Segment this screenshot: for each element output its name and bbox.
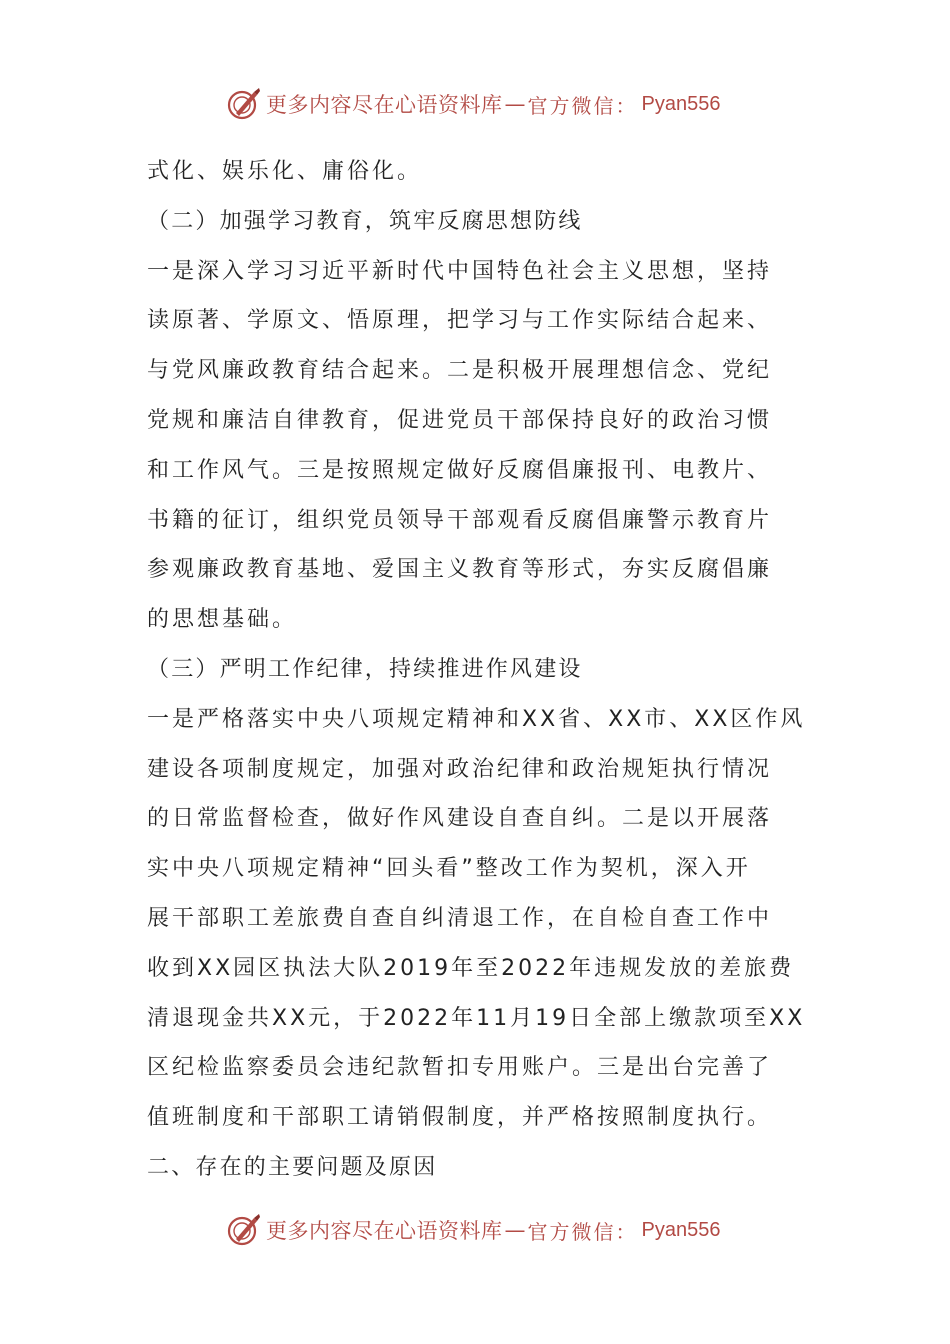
text-line: 实中央八项规定精神“回头看”整改工作为契机，深入开	[147, 856, 751, 882]
banner-brand-text: 更多内容尽在心语资料库	[266, 1219, 503, 1243]
text-line: 的日常监督检查，做好作风建设自查自纠。二是以开展落	[147, 806, 773, 832]
text-line: 读原著、学原文、悟原理，把学习与工作实际结合起来、	[147, 308, 773, 334]
text-line: 一是深入学习习近平新时代中国特色社会主义思想，坚持	[147, 258, 773, 284]
text-line: 党规和廉洁自律教育，促进党员干部保持良好的政治习惯	[147, 407, 773, 433]
text-line: 书籍的征订，组织党员领导干部观看反腐倡廉警示教育片	[147, 507, 773, 533]
text-line: 区纪检监察委员会违纪款暂扣专用账户。三是出台完善了	[147, 1055, 773, 1081]
banner-dash: —	[504, 92, 526, 116]
text-line: 展干部职工差旅费自查自纠清退工作，在自检自查工作中	[147, 905, 773, 931]
header-banner	[226, 84, 720, 124]
pen-logo-icon	[226, 86, 262, 122]
banner-wechat-label: 官方微信：	[527, 93, 638, 118]
document-body	[147, 147, 807, 1193]
text-line: 式化、娱乐化、庸俗化。	[147, 159, 423, 184]
banner-wechat-label: 官方微信：	[527, 1219, 638, 1244]
text-line: 一是严格落实中央八项规定精神和XX省、XX市、XX区作风	[147, 706, 806, 732]
text-line: 参观廉政教育基地、爱国主义教育等形式，夯实反腐倡廉	[147, 557, 773, 583]
text-line: 的思想基础。	[147, 607, 298, 633]
section-heading: （二）加强学习教育，筑牢反腐思想防线	[147, 208, 583, 234]
banner-wechat-id: Pyan556	[641, 92, 721, 115]
text-line: 建设各项制度规定，加强对政治纪律和政治规矩执行情况	[147, 756, 773, 782]
banner-wechat-id: Pyan556	[641, 1218, 721, 1241]
pen-logo-icon	[226, 1212, 262, 1248]
text-line: 清退现金共XX元，于2022年11月19日全部上缴款项至XX	[147, 1005, 806, 1031]
text-line: 和工作风气。三是按照规定做好反腐倡廉报刊、电教片、	[147, 457, 773, 483]
text-line: 与党风廉政教育结合起来。二是积极开展理想信念、党纪	[147, 358, 773, 384]
chapter-heading: 二、存在的主要问题及原因	[147, 1154, 438, 1180]
banner-brand-text: 更多内容尽在心语资料库	[266, 93, 503, 117]
footer-banner	[226, 1210, 720, 1250]
section-heading: （三）严明工作纪律，持续推进作风建设	[147, 656, 583, 682]
text-line: 收到XX园区执法大队2019年至2022年违规发放的差旅费	[147, 955, 795, 981]
banner-dash: —	[504, 1218, 526, 1242]
text-line: 值班制度和干部职工请销假制度，并严格按照制度执行。	[147, 1105, 773, 1131]
